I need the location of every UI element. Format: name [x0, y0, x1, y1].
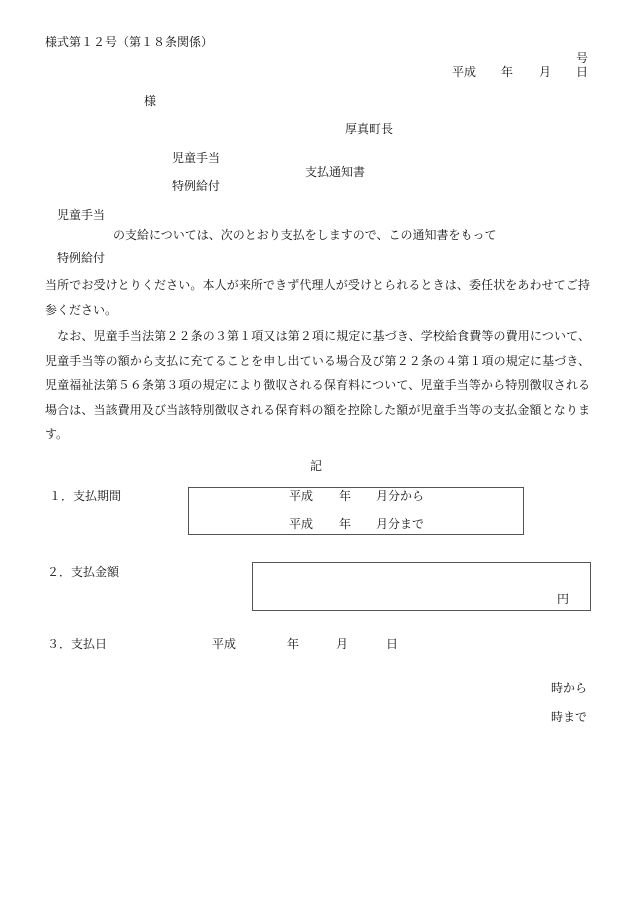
intro-text: の支給については、次のとおり支払をしますので、この通知書をもって [113, 228, 497, 242]
title-item-child-allowance: 児童手当 [172, 151, 221, 165]
payday-month: 月 [336, 637, 349, 651]
number-suffix: 号 [576, 51, 589, 65]
period-to-year: 年 [339, 517, 352, 531]
title-item-special-benefit: 特例給付 [172, 179, 221, 193]
title-main: 支払通知書 [305, 165, 366, 179]
time-from: 時から [551, 681, 588, 695]
date-month: 月 [539, 65, 552, 79]
date-day: 日 [576, 65, 589, 79]
time-to: 時まで [551, 710, 588, 724]
amount-unit: 円 [557, 592, 570, 606]
date-year: 年 [501, 65, 514, 79]
issuer-name: 厚真町長 [345, 122, 394, 136]
section3-label: ３．支払日 [47, 637, 108, 651]
section2-label: ２．支払金額 [47, 565, 120, 579]
period-from-year: 年 [339, 489, 352, 503]
period-to-era: 平成 [289, 517, 314, 531]
payment-amount-box [252, 562, 591, 611]
payday-year: 年 [287, 637, 300, 651]
period-to-suffix: 月分まで [376, 517, 425, 531]
body-paragraph-1: 当所でお受けとりください。本人が来所できず代理人が受けとられるときは、委任状をあわせてご持参ください。 [45, 278, 590, 317]
intro-item-special-benefit: 特例給付 [57, 251, 106, 265]
payday-era: 平成 [212, 637, 237, 651]
section1-label: １．支払期間 [49, 489, 122, 503]
period-from-suffix: 月分から [376, 489, 425, 503]
payday-day: 日 [386, 637, 399, 651]
payment-period-box [188, 487, 524, 535]
body-paragraph-2: なお、児童手当法第２２条の３第１項又は第２項に規定に基づき、学校給食費等の費用について、児童手当等の額から支払に充てることを申し出ている場合及び第２２条の４第１項の規定に基づき、児童福祉法第５６条第３項の規定により徴収される保育料について、児童手当等から特別徴収される場合は、当該費用及び当該特別徴収される保育料の額を控除した額が児童手当等の支払金額となります。 [45, 329, 590, 441]
form-label: 様式第１２号（第１８条関係） [45, 35, 214, 49]
period-from-era: 平成 [289, 489, 314, 503]
intro-item-child-allowance: 児童手当 [57, 208, 106, 222]
date-era: 平成 [452, 65, 477, 79]
ki-heading: 記 [310, 459, 323, 473]
addressee-suffix: 様 [144, 94, 157, 108]
